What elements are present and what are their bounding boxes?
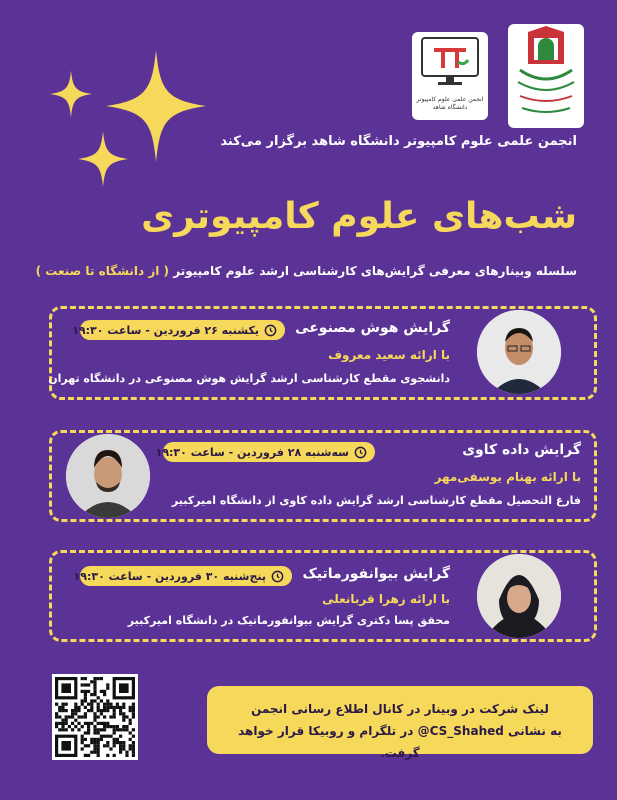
session-datetime-text: یکشنبه ۲۶ فروردین - ساعت ۱۹:۳۰ <box>72 323 259 337</box>
session-presenter-bioinformatics: با ارائه زهرا قربانعلی <box>322 592 450 606</box>
series-highlight: ( از دانشگاه تا صنعت ) <box>35 264 170 278</box>
sparkle-star-small-icon <box>50 70 92 118</box>
avatar-saeed-marouf <box>477 310 561 394</box>
session-datetime-ai <box>72 320 285 340</box>
session-datetime-text: پنج‌شنبه ۳۰ فروردین - ساعت ۱۹:۳۰ <box>73 569 266 583</box>
series-description <box>17 264 577 278</box>
cs-association-logo <box>412 32 488 120</box>
shahed-university-logo <box>508 24 584 128</box>
qr-code-pattern <box>55 677 135 757</box>
organizer-text: انجمن علمی علوم کامپیوتر دانشگاه شاهد برگزار می‌کند <box>220 134 577 149</box>
session-title-data-mining: گرایش داده کاوی <box>462 442 581 458</box>
notice-box <box>207 686 593 760</box>
session-presenter-data-mining: با ارائه بهنام یوسفی‌مهر <box>434 470 581 484</box>
monitor-pi-icon <box>412 32 488 92</box>
session-title-bioinformatics: گرایش بیوانفورماتیک <box>302 566 450 582</box>
session-description-ai: دانشجوی مقطع کارشناسی ارشد گرایش هوش مصنوعی در دانشگاه تهران <box>48 372 450 385</box>
cs-association-logo-text: انجمن علمی علوم کامپیوتر دانشگاه شاهد <box>416 96 484 111</box>
notice-line-1: لینک شرکت در وبینار در کانال اطلاع رسانی انجمن <box>251 702 549 716</box>
avatar-behnam-yousefimehr <box>66 434 150 518</box>
page-title: شب‌های علوم کامپیوتری <box>141 196 577 237</box>
clock-icon <box>264 324 277 337</box>
series-text: سلسله وبینارهای معرفی گرایش‌های کارشناسی ارشد علوم کامپیوتر <box>173 264 577 278</box>
qr-code[interactable] <box>52 674 138 760</box>
session-description-data-mining: فارغ التحصیل مقطع کارشناسی ارشد گرایش داده کاوی از دانشگاه امیرکبیر <box>171 494 581 507</box>
session-datetime-data-mining <box>155 442 375 462</box>
clock-icon <box>271 570 284 583</box>
session-description-bioinformatics: محقق پسا دکتری گرایش بیوانفورماتیک در دانشگاه امیرکبیر <box>127 614 450 627</box>
session-datetime-text: سه‌شنبه ۲۸ فروردین - ساعت ۱۹:۳۰ <box>155 445 349 459</box>
university-emblem-icon <box>508 24 584 128</box>
session-datetime-bioinformatics <box>73 566 292 586</box>
session-presenter-ai: با ارائه سعید معروف <box>328 348 450 362</box>
session-title-ai: گرایش هوش مصنوعی <box>295 320 450 336</box>
clock-icon <box>354 446 367 459</box>
notice-line-2: به نشانی CS_Shahed@ در تلگرام و روبیکا قرار خواهد گرفت. <box>238 724 562 760</box>
avatar-zahra-ghorbanali <box>477 554 561 638</box>
